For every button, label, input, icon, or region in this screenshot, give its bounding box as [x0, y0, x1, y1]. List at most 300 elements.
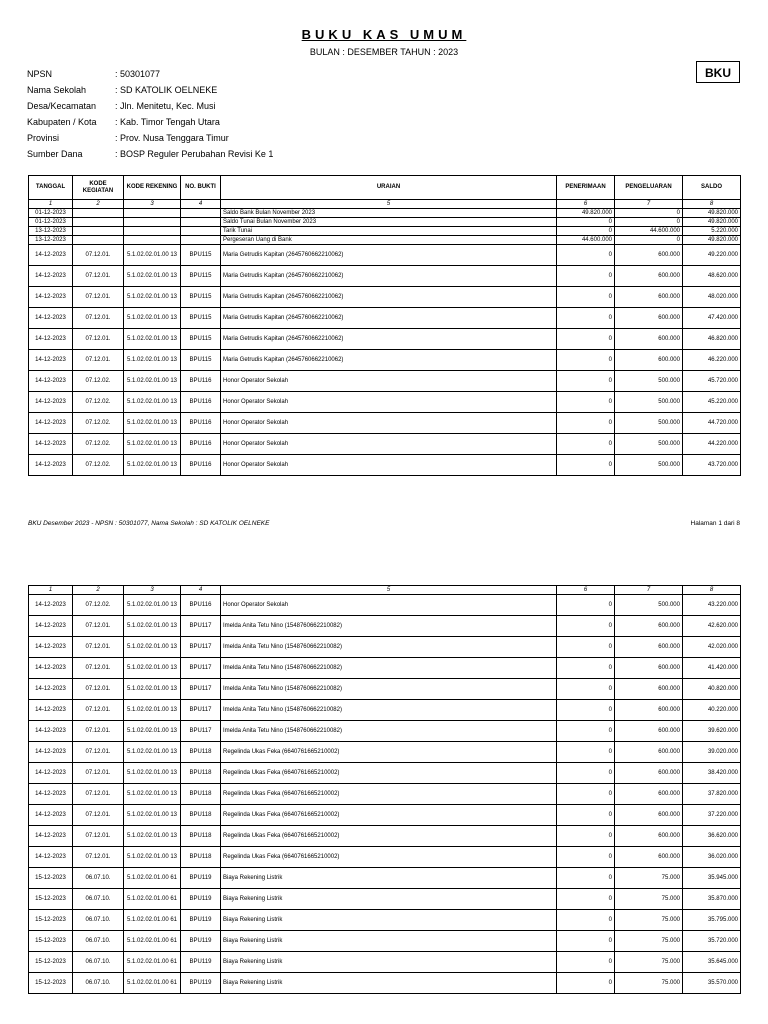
cell-uraian: Honor Operator Sekolah	[221, 595, 557, 616]
cell-penerimaan: 0	[557, 308, 615, 329]
cell-tanggal: 14-12-2023	[29, 763, 73, 784]
column-number: 5	[221, 586, 557, 595]
table-row	[29, 227, 741, 236]
cell-uraian: Biaya Rekening Listrik	[221, 868, 557, 889]
cell-tanggal: 15-12-2023	[29, 952, 73, 973]
cell-kode-rekening: 5.1.02.02.01.00 13	[124, 616, 181, 637]
ledger-table-page-2	[28, 585, 741, 994]
cell-saldo: 46.820.000	[683, 329, 741, 350]
cell-kode-kegiatan: 07.12.01.	[73, 700, 124, 721]
column-number: 2	[73, 200, 124, 209]
cell-saldo: 43.720.000	[683, 455, 741, 476]
column-number: 5	[221, 200, 557, 209]
cell-penerimaan: 0	[557, 847, 615, 868]
info-row-regency	[27, 114, 273, 130]
cell-uraian: Imelda Anita Tetu Nino (1548760662210082)	[221, 700, 557, 721]
info-row-province	[27, 130, 273, 146]
cell-penerimaan: 0	[557, 287, 615, 308]
cell-no-bukti: BPU119	[181, 952, 221, 973]
table-row	[29, 784, 741, 805]
column-number: 2	[73, 586, 124, 595]
cell-saldo: 35.945.000	[683, 868, 741, 889]
cell-saldo: 49.820.000	[683, 218, 741, 227]
cell-kode-kegiatan: 07.12.01.	[73, 308, 124, 329]
cell-tanggal: 14-12-2023	[29, 595, 73, 616]
column-number: 3	[124, 200, 181, 209]
cell-uraian: Imelda Anita Tetu Nino (1548760662210082)	[221, 637, 557, 658]
cell-uraian: Honor Operator Sekolah	[221, 455, 557, 476]
table-row	[29, 973, 741, 994]
cell-uraian: Imelda Anita Tetu Nino (1548760662210082)	[221, 616, 557, 637]
table-row	[29, 616, 741, 637]
column-number: 4	[181, 200, 221, 209]
cell-saldo: 45.720.000	[683, 371, 741, 392]
cell-pengeluaran: 600.000	[615, 266, 683, 287]
header-uraian: URAIAN	[221, 176, 557, 200]
cell-penerimaan: 0	[557, 700, 615, 721]
cell-tanggal: 14-12-2023	[29, 616, 73, 637]
cell-no-bukti: BPU116	[181, 392, 221, 413]
table-row	[29, 455, 741, 476]
cell-kode-rekening: 5.1.02.02.01.00 13	[124, 700, 181, 721]
cell-pengeluaran: 600.000	[615, 637, 683, 658]
cell-tanggal: 14-12-2023	[29, 287, 73, 308]
cell-kode-rekening: 5.1.02.02.01.00 13	[124, 847, 181, 868]
cell-kode-rekening: 5.1.02.02.01.00 13	[124, 329, 181, 350]
header-no-bukti: NO. BUKTI	[181, 176, 221, 200]
cell-tanggal: 14-12-2023	[29, 805, 73, 826]
table-row	[29, 245, 741, 266]
cell-penerimaan: 0	[557, 218, 615, 227]
cell-uraian: Regelinda Ukas Feka (6640761665210002)	[221, 742, 557, 763]
cell-pengeluaran: 600.000	[615, 287, 683, 308]
cell-kode-kegiatan: 07.12.02.	[73, 595, 124, 616]
cell-uraian: Biaya Rekening Listrik	[221, 973, 557, 994]
cell-penerimaan: 0	[557, 413, 615, 434]
cell-no-bukti: BPU118	[181, 847, 221, 868]
cell-pengeluaran: 75.000	[615, 931, 683, 952]
cell-penerimaan: 0	[557, 910, 615, 931]
cell-no-bukti: BPU115	[181, 287, 221, 308]
header-kode-kegiatan: KODE KEGIATAN	[73, 176, 124, 200]
header-penerimaan: PENERIMAAN	[557, 176, 615, 200]
table-row	[29, 236, 741, 245]
table-row	[29, 637, 741, 658]
cell-uraian: Regelinda Ukas Feka (6640761665210002)	[221, 847, 557, 868]
cell-kode-kegiatan: 06.07.10.	[73, 910, 124, 931]
cell-tanggal: 15-12-2023	[29, 931, 73, 952]
cell-tanggal: 15-12-2023	[29, 910, 73, 931]
cell-tanggal: 15-12-2023	[29, 889, 73, 910]
cell-saldo: 45.220.000	[683, 392, 741, 413]
cell-penerimaan: 0	[557, 784, 615, 805]
cell-uraian: Biaya Rekening Listrik	[221, 910, 557, 931]
cell-no-bukti: BPU117	[181, 721, 221, 742]
cell-saldo: 40.820.000	[683, 679, 741, 700]
cell-saldo: 36.020.000	[683, 847, 741, 868]
cell-no-bukti: BPU116	[181, 455, 221, 476]
cell-penerimaan: 0	[557, 392, 615, 413]
cell-saldo: 40.220.000	[683, 700, 741, 721]
header-kode-rekening: KODE REKENING	[124, 176, 181, 200]
cell-no-bukti: BPU117	[181, 679, 221, 700]
cell-tanggal: 14-12-2023	[29, 784, 73, 805]
cell-no-bukti: BPU115	[181, 266, 221, 287]
cell-pengeluaran: 0	[615, 218, 683, 227]
cell-tanggal: 14-12-2023	[29, 350, 73, 371]
info-label: Sumber Dana	[27, 149, 83, 160]
cell-kode-rekening	[124, 209, 181, 218]
table-row	[29, 763, 741, 784]
ledger-body-page-2	[29, 595, 741, 994]
cell-penerimaan: 0	[557, 227, 615, 236]
cell-no-bukti: BPU115	[181, 329, 221, 350]
cell-tanggal: 14-12-2023	[29, 455, 73, 476]
cell-tanggal: 14-12-2023	[29, 308, 73, 329]
cell-tanggal: 14-12-2023	[29, 679, 73, 700]
cell-kode-rekening	[124, 227, 181, 236]
cell-kode-rekening: 5.1.02.02.01.00 13	[124, 784, 181, 805]
cell-penerimaan: 0	[557, 434, 615, 455]
cell-penerimaan: 0	[557, 763, 615, 784]
cell-kode-rekening: 5.1.02.02.01.00 13	[124, 266, 181, 287]
cell-kode-kegiatan: 07.12.01.	[73, 637, 124, 658]
cell-uraian: Biaya Rekening Listrik	[221, 889, 557, 910]
column-number: 4	[181, 586, 221, 595]
cell-penerimaan: 0	[557, 742, 615, 763]
cell-kode-rekening: 5.1.02.02.01.00 61	[124, 889, 181, 910]
header-pengeluaran: PENGELUARAN	[615, 176, 683, 200]
cell-saldo: 37.820.000	[683, 784, 741, 805]
cell-tanggal: 14-12-2023	[29, 637, 73, 658]
cell-no-bukti: BPU119	[181, 868, 221, 889]
cell-saldo: 39.620.000	[683, 721, 741, 742]
cell-saldo: 43.220.000	[683, 595, 741, 616]
cell-tanggal: 15-12-2023	[29, 973, 73, 994]
cell-penerimaan: 0	[557, 245, 615, 266]
cell-kode-kegiatan: 07.12.01.	[73, 847, 124, 868]
cell-no-bukti: BPU116	[181, 434, 221, 455]
info-row-school-name	[27, 82, 273, 98]
cell-pengeluaran: 600.000	[615, 700, 683, 721]
cell-no-bukti: BPU115	[181, 350, 221, 371]
table-row	[29, 700, 741, 721]
cell-tanggal: 13-12-2023	[29, 236, 73, 245]
cell-kode-kegiatan: 06.07.10.	[73, 931, 124, 952]
cell-pengeluaran: 600.000	[615, 658, 683, 679]
cell-pengeluaran: 0	[615, 209, 683, 218]
column-number-row	[29, 200, 741, 209]
cell-uraian: Saldo Bank Bulan November 2023	[221, 209, 557, 218]
cell-kode-rekening: 5.1.02.02.01.00 13	[124, 308, 181, 329]
column-number: 3	[124, 586, 181, 595]
cell-kode-rekening: 5.1.02.02.01.00 13	[124, 826, 181, 847]
cell-kode-kegiatan	[73, 227, 124, 236]
cell-kode-kegiatan: 07.12.01.	[73, 616, 124, 637]
cell-no-bukti: BPU115	[181, 245, 221, 266]
cell-no-bukti: BPU119	[181, 889, 221, 910]
info-label: NPSN	[27, 69, 53, 79]
info-label: Provinsi	[27, 133, 60, 144]
cell-kode-kegiatan: 07.12.01.	[73, 329, 124, 350]
cell-saldo: 49.820.000	[683, 236, 741, 245]
school-info	[27, 66, 273, 163]
cell-tanggal: 14-12-2023	[29, 266, 73, 287]
cell-kode-kegiatan: 07.12.01.	[73, 721, 124, 742]
cell-saldo: 5.220.000	[683, 227, 741, 236]
page-footer-info: BKU Desember 2023 - NPSN : 50301077, Nama Sekolah : SD KATOLIK OELNEKE	[28, 520, 270, 527]
info-value: : Kab. Timor Tengah Utara	[115, 117, 220, 128]
cell-uraian: Maria Getrudis Kapitan (2645760662210062)	[221, 266, 557, 287]
cell-kode-kegiatan: 07.12.02.	[73, 455, 124, 476]
table-row	[29, 847, 741, 868]
cell-uraian: Maria Getrudis Kapitan (2645760662210062)	[221, 350, 557, 371]
cell-pengeluaran: 75.000	[615, 910, 683, 931]
cell-tanggal: 01-12-2023	[29, 209, 73, 218]
cell-kode-kegiatan: 07.12.01.	[73, 350, 124, 371]
cell-kode-rekening: 5.1.02.02.01.00 13	[124, 455, 181, 476]
header-tanggal: TANGGAL	[29, 176, 73, 200]
info-value: : SD KATOLIK OELNEKE	[115, 85, 218, 96]
cell-kode-kegiatan: 06.07.10.	[73, 973, 124, 994]
cell-kode-kegiatan: 07.12.01.	[73, 679, 124, 700]
cell-uraian: Pergeseran Uang di Bank	[221, 236, 557, 245]
table-row	[29, 350, 741, 371]
cell-penerimaan: 0	[557, 266, 615, 287]
cell-uraian: Imelda Anita Tetu Nino (1548760662210082)	[221, 679, 557, 700]
cell-pengeluaran: 600.000	[615, 245, 683, 266]
cell-pengeluaran: 75.000	[615, 868, 683, 889]
info-value: : Jln. Menitetu, Kec. Musi	[115, 101, 216, 112]
cell-penerimaan: 0	[557, 931, 615, 952]
cell-pengeluaran: 600.000	[615, 847, 683, 868]
cell-kode-kegiatan: 07.12.02.	[73, 371, 124, 392]
cell-tanggal: 14-12-2023	[29, 742, 73, 763]
cell-saldo: 46.220.000	[683, 350, 741, 371]
table-row	[29, 371, 741, 392]
table-row	[29, 218, 741, 227]
cell-penerimaan: 0	[557, 350, 615, 371]
cell-tanggal: 15-12-2023	[29, 868, 73, 889]
cell-kode-rekening: 5.1.02.02.01.00 13	[124, 350, 181, 371]
cell-no-bukti	[181, 236, 221, 245]
cell-no-bukti: BPU119	[181, 931, 221, 952]
cell-pengeluaran: 600.000	[615, 679, 683, 700]
cell-uraian: Imelda Anita Tetu Nino (1548760662210082)	[221, 721, 557, 742]
cell-kode-kegiatan: 07.12.01.	[73, 266, 124, 287]
table-row	[29, 434, 741, 455]
cell-pengeluaran: 600.000	[615, 350, 683, 371]
cell-penerimaan: 0	[557, 826, 615, 847]
cell-penerimaan: 0	[557, 868, 615, 889]
cell-saldo: 35.570.000	[683, 973, 741, 994]
bku-badge: BKU	[696, 61, 740, 83]
cell-no-bukti: BPU116	[181, 595, 221, 616]
cell-uraian: Imelda Anita Tetu Nino (1548760662210082)	[221, 658, 557, 679]
column-number: 1	[29, 200, 73, 209]
cell-saldo: 42.020.000	[683, 637, 741, 658]
column-number: 6	[557, 200, 615, 209]
cell-uraian: Honor Operator Sekolah	[221, 392, 557, 413]
cell-saldo: 35.645.000	[683, 952, 741, 973]
cell-uraian: Honor Operator Sekolah	[221, 434, 557, 455]
document-title: BUKU KAS UMUM	[301, 27, 467, 42]
column-number: 7	[615, 586, 683, 595]
cell-uraian: Honor Operator Sekolah	[221, 413, 557, 434]
cell-penerimaan: 0	[557, 952, 615, 973]
table-row	[29, 868, 741, 889]
cell-no-bukti: BPU116	[181, 413, 221, 434]
cell-tanggal: 14-12-2023	[29, 245, 73, 266]
cell-pengeluaran: 600.000	[615, 616, 683, 637]
cell-saldo: 35.720.000	[683, 931, 741, 952]
cell-kode-kegiatan	[73, 236, 124, 245]
cell-kode-rekening	[124, 218, 181, 227]
cell-saldo: 35.870.000	[683, 889, 741, 910]
column-number: 8	[683, 586, 741, 595]
cell-saldo: 36.620.000	[683, 826, 741, 847]
cell-tanggal: 14-12-2023	[29, 700, 73, 721]
cell-pengeluaran: 500.000	[615, 392, 683, 413]
cell-penerimaan: 0	[557, 889, 615, 910]
cell-saldo: 44.220.000	[683, 434, 741, 455]
cell-tanggal: 14-12-2023	[29, 434, 73, 455]
cell-kode-rekening: 5.1.02.02.01.00 13	[124, 679, 181, 700]
cell-kode-rekening: 5.1.02.02.01.00 13	[124, 637, 181, 658]
cell-uraian: Honor Operator Sekolah	[221, 371, 557, 392]
cell-no-bukti: BPU117	[181, 700, 221, 721]
cell-no-bukti: BPU118	[181, 826, 221, 847]
cell-uraian: Tarik Tunai	[221, 227, 557, 236]
info-label: Desa/Kecamatan	[27, 101, 97, 112]
cell-kode-rekening: 5.1.02.02.01.00 61	[124, 973, 181, 994]
cell-no-bukti: BPU118	[181, 805, 221, 826]
cell-pengeluaran: 600.000	[615, 721, 683, 742]
cell-kode-rekening: 5.1.02.02.01.00 13	[124, 721, 181, 742]
info-value: : Prov. Nusa Tenggara Timur	[115, 133, 229, 144]
cell-penerimaan: 0	[557, 805, 615, 826]
table-row	[29, 308, 741, 329]
cell-uraian: Maria Getrudis Kapitan (2645760662210062)	[221, 287, 557, 308]
cell-penerimaan: 0	[557, 658, 615, 679]
cell-kode-rekening: 5.1.02.02.01.00 61	[124, 910, 181, 931]
cell-penerimaan: 0	[557, 595, 615, 616]
cell-kode-kegiatan: 07.12.02.	[73, 434, 124, 455]
cell-kode-rekening: 5.1.02.02.01.00 13	[124, 392, 181, 413]
table-header-row	[29, 176, 741, 200]
cell-uraian: Biaya Rekening Listrik	[221, 931, 557, 952]
document-subtitle: BULAN : DESEMBER TAHUN : 2023	[309, 47, 459, 57]
cell-pengeluaran: 75.000	[615, 973, 683, 994]
cell-penerimaan: 0	[557, 371, 615, 392]
ledger-body-page-1	[29, 209, 741, 476]
cell-pengeluaran: 600.000	[615, 826, 683, 847]
cell-kode-kegiatan: 07.12.01.	[73, 287, 124, 308]
cell-tanggal: 13-12-2023	[29, 227, 73, 236]
cell-penerimaan: 0	[557, 679, 615, 700]
table-row	[29, 413, 741, 434]
cell-penerimaan: 0	[557, 973, 615, 994]
page-number: Halaman 1 dari 8	[690, 520, 740, 527]
table-row	[29, 266, 741, 287]
cell-saldo: 35.795.000	[683, 910, 741, 931]
cell-kode-rekening: 5.1.02.02.01.00 13	[124, 595, 181, 616]
cell-pengeluaran: 44.600.000	[615, 227, 683, 236]
table-row	[29, 889, 741, 910]
cell-kode-kegiatan: 07.12.01.	[73, 784, 124, 805]
cell-pengeluaran: 75.000	[615, 889, 683, 910]
column-number: 6	[557, 586, 615, 595]
column-number: 7	[615, 200, 683, 209]
cell-pengeluaran: 0	[615, 236, 683, 245]
table-row	[29, 805, 741, 826]
cell-uraian: Regelinda Ukas Feka (6640761665210002)	[221, 763, 557, 784]
cell-pengeluaran: 500.000	[615, 413, 683, 434]
cell-pengeluaran: 600.000	[615, 805, 683, 826]
cell-pengeluaran: 600.000	[615, 763, 683, 784]
cell-tanggal: 14-12-2023	[29, 658, 73, 679]
cell-penerimaan: 49.820.000	[557, 209, 615, 218]
info-label: Nama Sekolah	[27, 85, 87, 96]
cell-kode-kegiatan: 07.12.01.	[73, 742, 124, 763]
cell-kode-rekening	[124, 236, 181, 245]
cell-uraian: Saldo Tunai Bulan November 2023	[221, 218, 557, 227]
cell-kode-rekening: 5.1.02.02.01.00 61	[124, 952, 181, 973]
cell-kode-kegiatan: 07.12.01.	[73, 805, 124, 826]
table-row	[29, 209, 741, 218]
cell-no-bukti: BPU119	[181, 910, 221, 931]
cell-pengeluaran: 500.000	[615, 371, 683, 392]
cell-kode-kegiatan: 06.07.10.	[73, 889, 124, 910]
cell-uraian: Biaya Rekening Listrik	[221, 952, 557, 973]
cell-pengeluaran: 600.000	[615, 784, 683, 805]
cell-no-bukti: BPU117	[181, 616, 221, 637]
table-row	[29, 826, 741, 847]
column-number: 1	[29, 586, 73, 595]
cell-no-bukti: BPU115	[181, 308, 221, 329]
cell-uraian: Regelinda Ukas Feka (6640761665210002)	[221, 784, 557, 805]
cell-tanggal: 14-12-2023	[29, 826, 73, 847]
cell-penerimaan: 0	[557, 721, 615, 742]
table-row	[29, 952, 741, 973]
cell-kode-rekening: 5.1.02.02.01.00 13	[124, 742, 181, 763]
cell-uraian: Regelinda Ukas Feka (6640761665210002)	[221, 826, 557, 847]
cell-kode-rekening: 5.1.02.02.01.00 13	[124, 413, 181, 434]
table-row	[29, 595, 741, 616]
cell-kode-kegiatan	[73, 218, 124, 227]
cell-no-bukti: BPU117	[181, 637, 221, 658]
cell-pengeluaran: 500.000	[615, 595, 683, 616]
cell-tanggal: 14-12-2023	[29, 847, 73, 868]
cell-tanggal: 14-12-2023	[29, 392, 73, 413]
cell-no-bukti: BPU117	[181, 658, 221, 679]
cell-saldo: 49.220.000	[683, 245, 741, 266]
table-row	[29, 658, 741, 679]
cell-tanggal: 14-12-2023	[29, 721, 73, 742]
cell-pengeluaran: 500.000	[615, 434, 683, 455]
ledger-table-page-1	[28, 175, 741, 476]
cell-saldo: 41.420.000	[683, 658, 741, 679]
cell-kode-kegiatan: 06.07.10.	[73, 952, 124, 973]
cell-kode-rekening: 5.1.02.02.01.00 13	[124, 658, 181, 679]
cell-pengeluaran: 600.000	[615, 308, 683, 329]
cell-tanggal: 14-12-2023	[29, 329, 73, 350]
cell-uraian: Regelinda Ukas Feka (6640761665210002)	[221, 805, 557, 826]
column-number: 8	[683, 200, 741, 209]
cell-no-bukti: BPU118	[181, 784, 221, 805]
cell-kode-rekening: 5.1.02.02.01.00 13	[124, 371, 181, 392]
table-row	[29, 392, 741, 413]
